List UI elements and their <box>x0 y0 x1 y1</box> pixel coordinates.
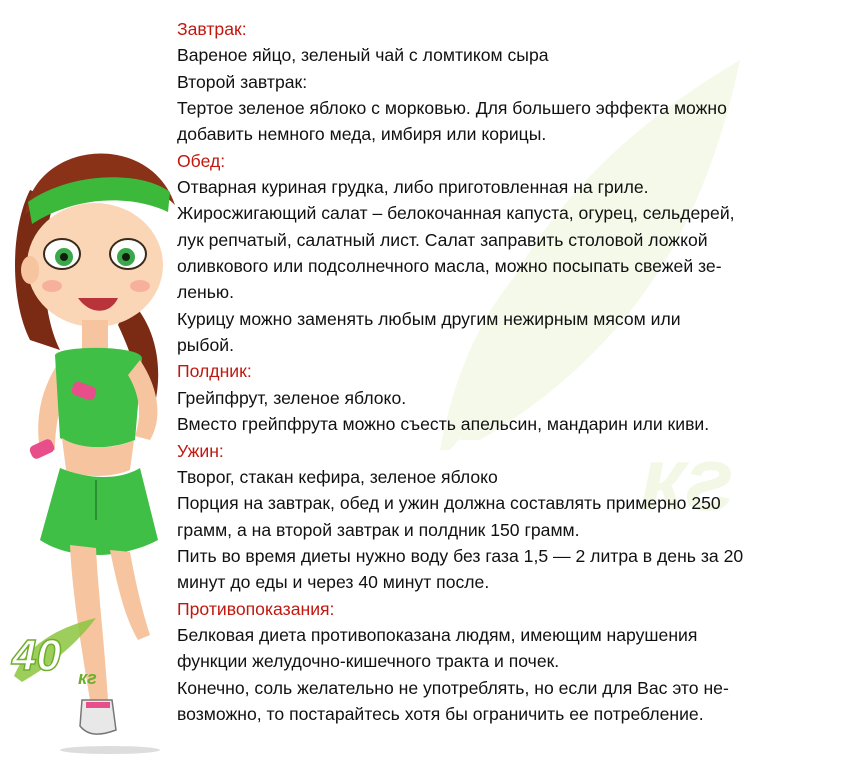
text-line: рыбой. <box>177 335 235 356</box>
heading-contraindications: Противопоказания: <box>177 598 335 619</box>
heading-breakfast: Завтрак: <box>177 19 247 39</box>
logo-unit: кг <box>78 668 97 688</box>
diet-menu-text <box>177 16 827 727</box>
heading-afternoon-snack: Полдник: <box>177 361 252 382</box>
text-line-second-breakfast: Второй завтрак: <box>177 71 308 92</box>
text-line: Конечно, соль желательно не употреблять, но если для Вас это не- <box>177 677 729 698</box>
text-line: возможно, то постарайтесь хотя бы ограничить ее потребление. <box>177 703 704 724</box>
heading-lunch: Обед: <box>177 150 226 171</box>
text-line: функции желудочно-кишечного тракта и почек. <box>177 651 560 672</box>
text-line: Белковая диета противопоказана людям, имеющим нарушения <box>177 624 698 645</box>
text-line: минут до еды и через 40 минут после. <box>177 572 490 593</box>
title-fragment-decoration <box>470 0 530 10</box>
svg-text:кг: кг <box>640 430 734 530</box>
text-line: Отварная куриная грудка, либо приготовленная на гриле. <box>177 177 649 198</box>
text-line: грамм, а на второй завтрак и полдник 150 грамм. <box>177 519 580 540</box>
text-line: добавить немного меда, имбиря или корицы. <box>177 124 547 145</box>
text-line: Порция на завтрак, обед и ужин должна составлять примерно 250 <box>177 493 721 514</box>
logo-number: 40 <box>12 631 61 680</box>
text-line: Тертое зеленое яблоко с морковью. Для большего эффекта можно <box>177 98 727 119</box>
text-line: Жиросжигающий салат – белокочанная капуста, огурец, сельдерей, <box>177 203 735 224</box>
text-line: оливкового или подсолнечного масла, можно посыпать свежей зе- <box>177 256 722 277</box>
text-line: Вместо грейпфрута можно съесть апельсин, мандарин или киви. <box>177 414 710 435</box>
logo-40kg-icon <box>8 612 118 692</box>
text-line: Вареное яйцо, зеленый чай с ломтиком сыра <box>177 45 549 66</box>
text-line: лук репчатый, салатный лист. Салат заправить столовой ложкой <box>177 229 708 250</box>
text-line: ленью. <box>177 282 235 303</box>
text-line: Грейпфрут, зеленое яблоко. <box>177 387 407 408</box>
heading-dinner: Ужин: <box>177 440 224 461</box>
text-line: Пить во время диеты нужно воду без газа 1,5 — 2 литра в день за 20 <box>177 545 744 566</box>
text-line: Творог, стакан кефира, зеленое яблоко <box>177 466 498 487</box>
text-line: Курицу можно заменять любым другим нежирным мясом или <box>177 308 681 329</box>
